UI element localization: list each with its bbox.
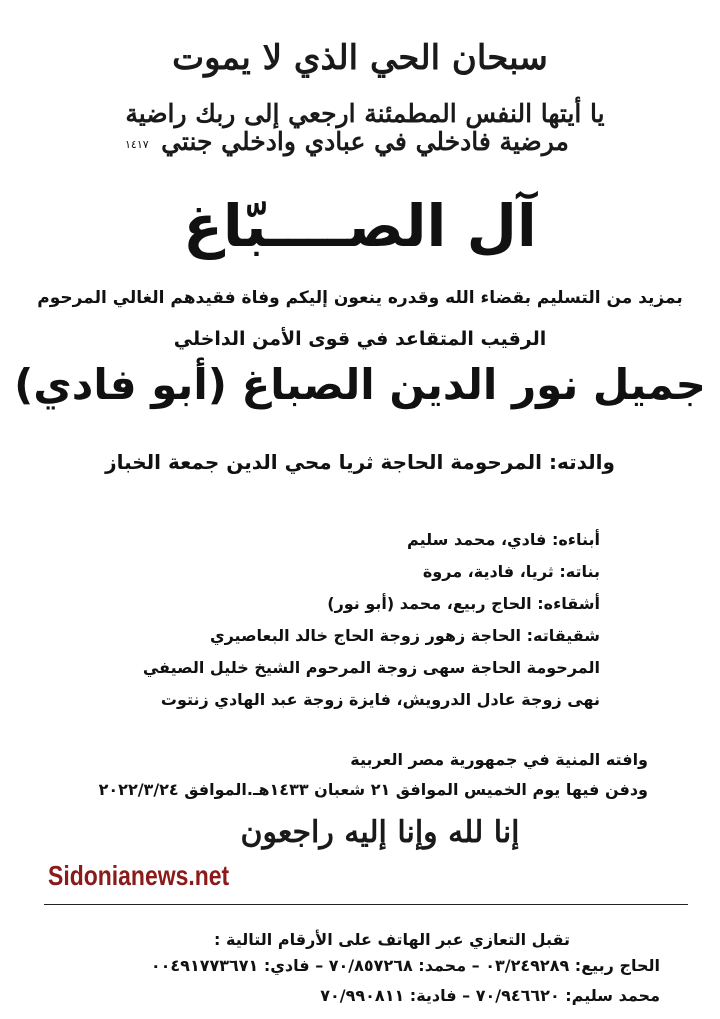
announcement-intro: بمزيد من التسليم بقضاء الله وقدره ينعون إليكم وفاة فقيدهم الغالي المرحوم bbox=[37, 288, 683, 308]
deceased-name: جميل نور الدين الصباغ (أبو فادي) bbox=[14, 360, 706, 409]
family-name-title: آل الصــــبّاغ bbox=[183, 192, 537, 260]
burial-date-line: ودفن فيها يوم الخميس الموافق ٢١ شعبان ١٤٣٣هـ.الموافق ٢٠٢٢/٣/٢٤ bbox=[98, 780, 648, 799]
deceased-rank: الرقيب المتقاعد في قوى الأمن الداخلي bbox=[173, 328, 547, 350]
watermark-logo: Sidonianews.net bbox=[48, 860, 230, 891]
sisters-line-2: المرحومة الحاجة سهى زوجة المرحوم الشيخ خليل الصيفي bbox=[142, 658, 600, 677]
header-verse-calligraphy: سبحان الحي الذي لا يموت bbox=[172, 38, 548, 78]
verse-year-mark: ١٤١٧ bbox=[125, 138, 149, 151]
brothers-line: أشقاءه: الحاج ربيع، محمد (أبو نور) bbox=[327, 594, 600, 613]
daughters-line: بناته: ثريا، فادية، مروة bbox=[422, 562, 600, 581]
contacts-line-1: الحاج ربيع: ٠٣/٢٤٩٢٨٩ – محمد: ٧٠/٨٥٧٢٦٨ – فادي: ٠٠٤٩١٧٧٣٦٧١ bbox=[150, 956, 660, 975]
quran-verse-calligraphy: يا أيتها النفس المطمئنة ارجعي إلى ربك راضية مرضية فادخلي في عبادي وادخلي جنتي bbox=[125, 99, 605, 156]
death-place-line: وافته المنية في جمهورية مصر العربية bbox=[350, 750, 648, 769]
contacts-title: تقبل التعازي عبر الهاتف على الأرقام التالية : bbox=[214, 930, 570, 949]
contacts-line-2: محمد سليم: ٧٠/٩٤٦٦٢٠ – فادية: ٧٠/٩٩٠٨١١ bbox=[320, 986, 660, 1005]
closing-verse-calligraphy: إنا لله وإنا إليه راجعون bbox=[240, 815, 520, 850]
sons-line: أبناءه: فادي، محمد سليم bbox=[407, 530, 600, 549]
divider bbox=[44, 904, 688, 905]
mother-line: والدته: المرحومة الحاجة ثريا محي الدين جمعة الخباز bbox=[105, 450, 615, 474]
sisters-line-1: شقيقاته: الحاجة زهور زوجة الحاج خالد البعاصيري bbox=[209, 626, 600, 645]
sisters-line-3: نهى زوجة عادل الدرويش، فايزة زوجة عبد الهادي زنتوت bbox=[160, 690, 600, 709]
